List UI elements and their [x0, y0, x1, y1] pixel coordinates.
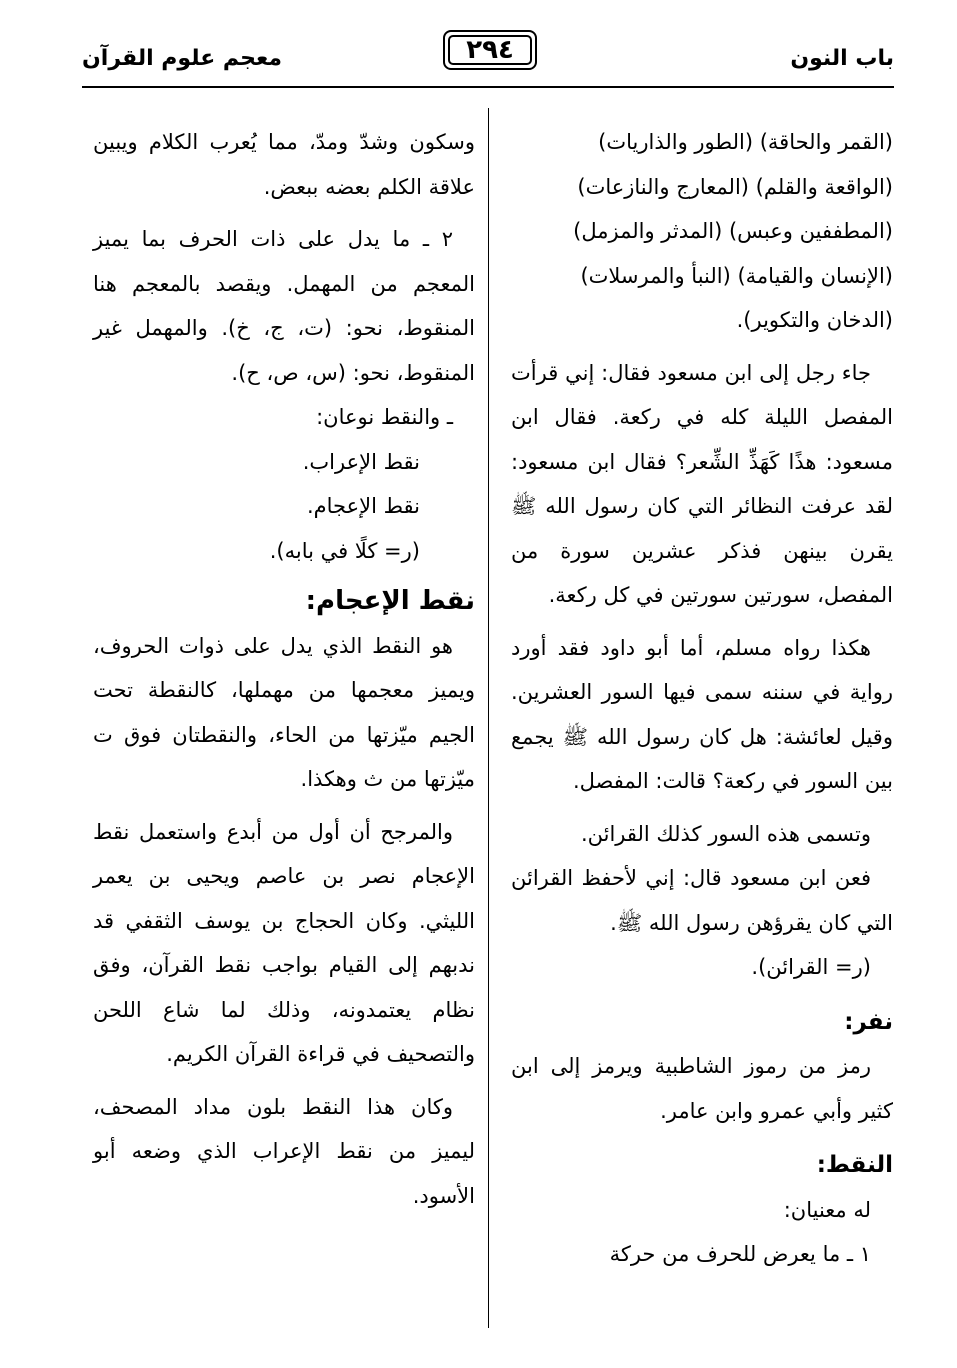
- paragraph: هكذا رواه مسلم، أما أبو داود فقد أورد رواية في سننه سمى فيها السور العشرين. وقيل لعائشة: هل كان رسول الله ﷺ يجمع بين السور في ركعة؟ قالت: المفصل.: [511, 635, 893, 793]
- page-number-box: [443, 30, 537, 70]
- right-column: [511, 120, 893, 1277]
- paragraph: (الإنسان والقيامة) (النبأ والمرسلات): [580, 263, 893, 288]
- paragraph: (المطففين وعبس) (المدثر والمزمل): [573, 219, 893, 243]
- paragraph: والمرجح أن أول من أبدع واستعمل نقط الإعجام نصر بن عاصم ويحيى بن يعمر الليثي. وكان الحجاج بن يوسف الثقفي قد ندبهم إلى القيام بواجب نقط القرآن، وفق نظام يعتمدونه، وذلك لما شاع اللحن والتصحيف في قراءة القرآن الكريم.: [93, 819, 475, 1066]
- paragraph: له معنيان:: [783, 1197, 871, 1222]
- page-header: [82, 28, 894, 90]
- paragraph: فعن ابن مسعود قال: إني لأحفظ القرائن التي كان يقرؤهن رسول الله ﷺ.: [511, 866, 893, 935]
- paragraph: ١ ـ ما يعرض للحرف من حركة: [609, 1242, 871, 1266]
- paragraph: (الواقعة والقلم) (المعارج والنازعات): [577, 174, 893, 199]
- paragraph: وتسمى هذه السور كذلك القرائن.: [580, 821, 871, 846]
- page-number: ٢٩٤: [466, 35, 514, 65]
- cross-reference: (ر= القرائن).: [751, 955, 871, 979]
- paragraph: (القمر والحاقة) (الطور والذاريات): [598, 130, 893, 154]
- paragraph: جاء رجل إلى ابن مسعود فقال: إني قرأت المفصل الليلة كله في ركعة. فقال ابن مسعود: هذًا كَهَذِّ الشِّعر؟ فقال ابن مسعود: لقد عرفت النظائر التي كان رسول الله ﷺ يقرن بينهن فذكر عشرين سورة من المفصل، سورتين سورتين في كل ركعة.: [511, 360, 893, 607]
- paragraph: ٢ ـ ما يدل على ذات الحرف بما يميز المعجم من المهمل. ويقصد بالمعجم هنا المنقوط، نحو: (ت، ج، خ). والمهمل غير المنقوط، نحو: (س، ص، ح).: [93, 227, 475, 385]
- paragraph: رمز من رموز الشاطبية ويرمز إلى ابن كثير وأبي عمرو وابن عامر.: [511, 1054, 893, 1123]
- column-divider: [488, 108, 489, 1328]
- paragraph: وكان هذا النقط بلون مداد المصحف، ليميز من نقط الإعراب الذي وضعه أبو الأسود.: [93, 1094, 475, 1208]
- book-title: معجم علوم القرآن: [82, 46, 283, 71]
- section-heading: نقط الإعجام:: [305, 586, 475, 616]
- paragraph: وسكون وشدّ ومدّ، مما يُعرب الكلام ويبين علاقة الكلم بعضه ببعض.: [93, 130, 475, 199]
- entry-heading: النقط:: [816, 1152, 893, 1178]
- left-column: [93, 120, 475, 1218]
- header-rule: [82, 86, 894, 88]
- paragraph: (الدخان والتكوير).: [736, 308, 893, 332]
- cross-reference: (ر= كلًا في بابه).: [269, 538, 420, 563]
- paragraph: هو النقط الذي يدل على ذوات الحروف، ويميز معجمها من مهملها، كالنقطة تحت الجيم ميّزتها من الحاء، والنقطتان فوق ت ميّزتها من ث وهكذا.: [93, 633, 475, 791]
- chapter-title: باب النون: [790, 46, 894, 71]
- list-item: نقط الإعراب.: [302, 449, 420, 474]
- list-item: نقط الإعجام.: [306, 494, 420, 518]
- entry-heading: نفر:: [844, 1008, 893, 1035]
- paragraph: ـ والنقط نوعان:: [316, 405, 453, 429]
